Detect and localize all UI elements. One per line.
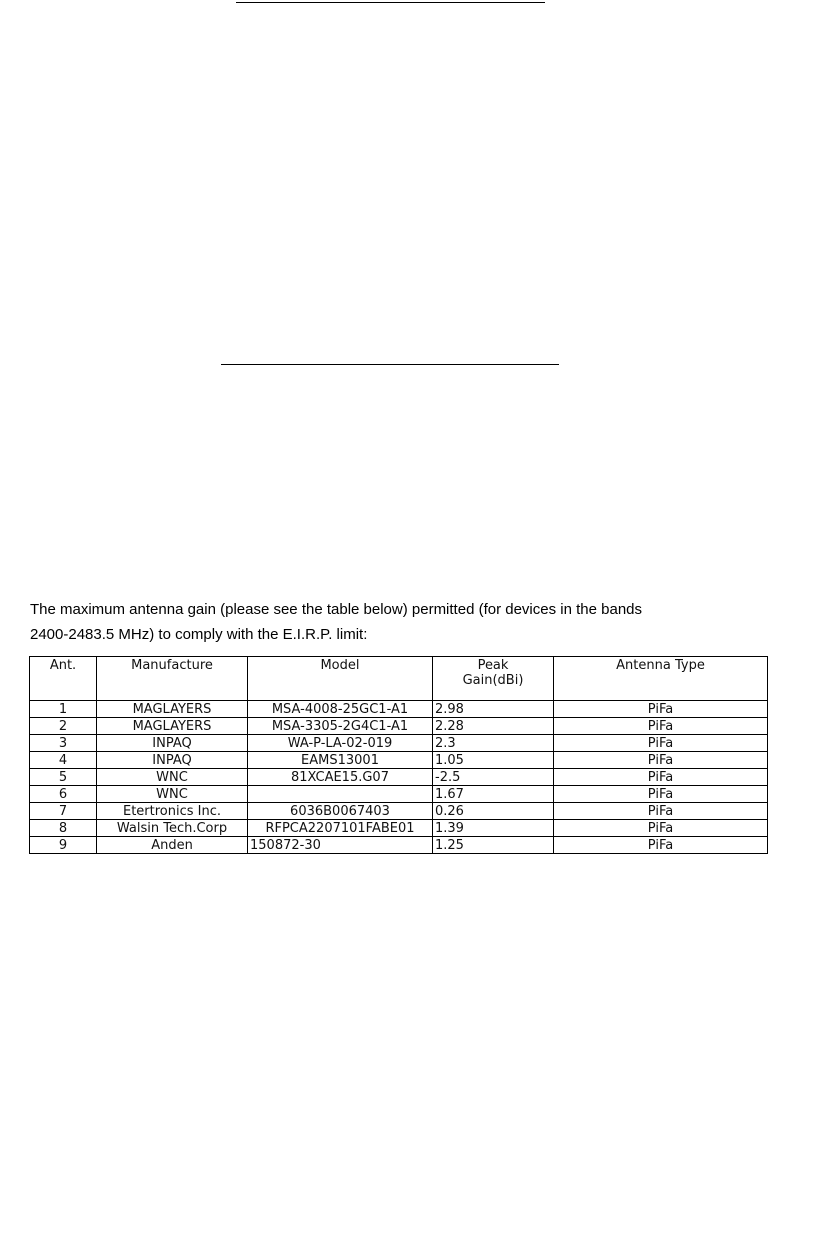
cell-model: EAMS13001 — [248, 752, 433, 769]
table-row — [30, 752, 768, 769]
table-row — [30, 837, 768, 854]
table-row — [30, 701, 768, 718]
cell-ant: 7 — [30, 803, 97, 820]
cell-ant: 1 — [30, 701, 97, 718]
table-row — [30, 718, 768, 735]
cell-manufacture: INPAQ — [97, 752, 248, 769]
antenna-gain-table — [29, 656, 768, 854]
cell-ant: 2 — [30, 718, 97, 735]
intro-line-1: The maximum antenna gain (please see the table below) permitted (for devices in the bands — [30, 601, 643, 618]
cell-model — [248, 786, 433, 803]
header-antenna-type: Antenna Type — [554, 657, 768, 701]
cell-gain: 1.39 — [433, 820, 554, 837]
table-row — [30, 769, 768, 786]
cell-gain: 1.25 — [433, 837, 554, 854]
cell-ant: 9 — [30, 837, 97, 854]
cell-manufacture: Etertronics Inc. — [97, 803, 248, 820]
cell-model: 150872-30 — [248, 837, 433, 854]
table-row — [30, 820, 768, 837]
cell-manufacture: Anden — [97, 837, 248, 854]
intro-line-2: 2400-2483.5 MHz) to comply with the E.I.R.P. limit: — [30, 626, 368, 643]
cell-model: 6036B0067403 — [248, 803, 433, 820]
cell-type: PiFa — [554, 769, 768, 786]
cell-gain: 2.98 — [433, 701, 554, 718]
cell-ant: 5 — [30, 769, 97, 786]
cell-manufacture: WNC — [97, 786, 248, 803]
cell-type: PiFa — [554, 718, 768, 735]
cell-manufacture: INPAQ — [97, 735, 248, 752]
header-manufacture: Manufacture — [97, 657, 248, 701]
cell-model: MSA-4008-25GC1-A1 — [248, 701, 433, 718]
cell-model: RFPCA2207101FABE01 — [248, 820, 433, 837]
cell-model: 81XCAE15.G07 — [248, 769, 433, 786]
cell-gain: 2.28 — [433, 718, 554, 735]
cell-manufacture: Walsin Tech.Corp — [97, 820, 248, 837]
cell-type: PiFa — [554, 701, 768, 718]
cell-model: WA-P-LA-02-019 — [248, 735, 433, 752]
header-ant: Ant. — [30, 657, 97, 701]
cell-ant: 4 — [30, 752, 97, 769]
cell-gain: -2.5 — [433, 769, 554, 786]
cell-type: PiFa — [554, 803, 768, 820]
header-peak-line1: Peak — [477, 658, 509, 673]
intro-paragraph — [30, 597, 813, 647]
cell-type: PiFa — [554, 752, 768, 769]
cell-gain: 1.05 — [433, 752, 554, 769]
cell-manufacture: MAGLAYERS — [97, 718, 248, 735]
table-row — [30, 735, 768, 752]
cell-type: PiFa — [554, 786, 768, 803]
cell-ant: 3 — [30, 735, 97, 752]
top-divider-line — [236, 2, 545, 3]
table-row — [30, 786, 768, 803]
cell-manufacture: WNC — [97, 769, 248, 786]
cell-gain: 0.26 — [433, 803, 554, 820]
cell-manufacture: MAGLAYERS — [97, 701, 248, 718]
cell-model: MSA-3305-2G4C1-A1 — [248, 718, 433, 735]
cell-type: PiFa — [554, 820, 768, 837]
table-row — [30, 803, 768, 820]
header-model: Model — [248, 657, 433, 701]
middle-divider-line — [221, 364, 559, 365]
cell-ant: 6 — [30, 786, 97, 803]
table-header-row — [30, 657, 768, 701]
cell-ant: 8 — [30, 820, 97, 837]
cell-type: PiFa — [554, 837, 768, 854]
header-peak-gain — [433, 657, 554, 701]
cell-gain: 2.3 — [433, 735, 554, 752]
cell-type: PiFa — [554, 735, 768, 752]
cell-gain: 1.67 — [433, 786, 554, 803]
header-peak-line2: Gain(dBi) — [462, 673, 524, 688]
